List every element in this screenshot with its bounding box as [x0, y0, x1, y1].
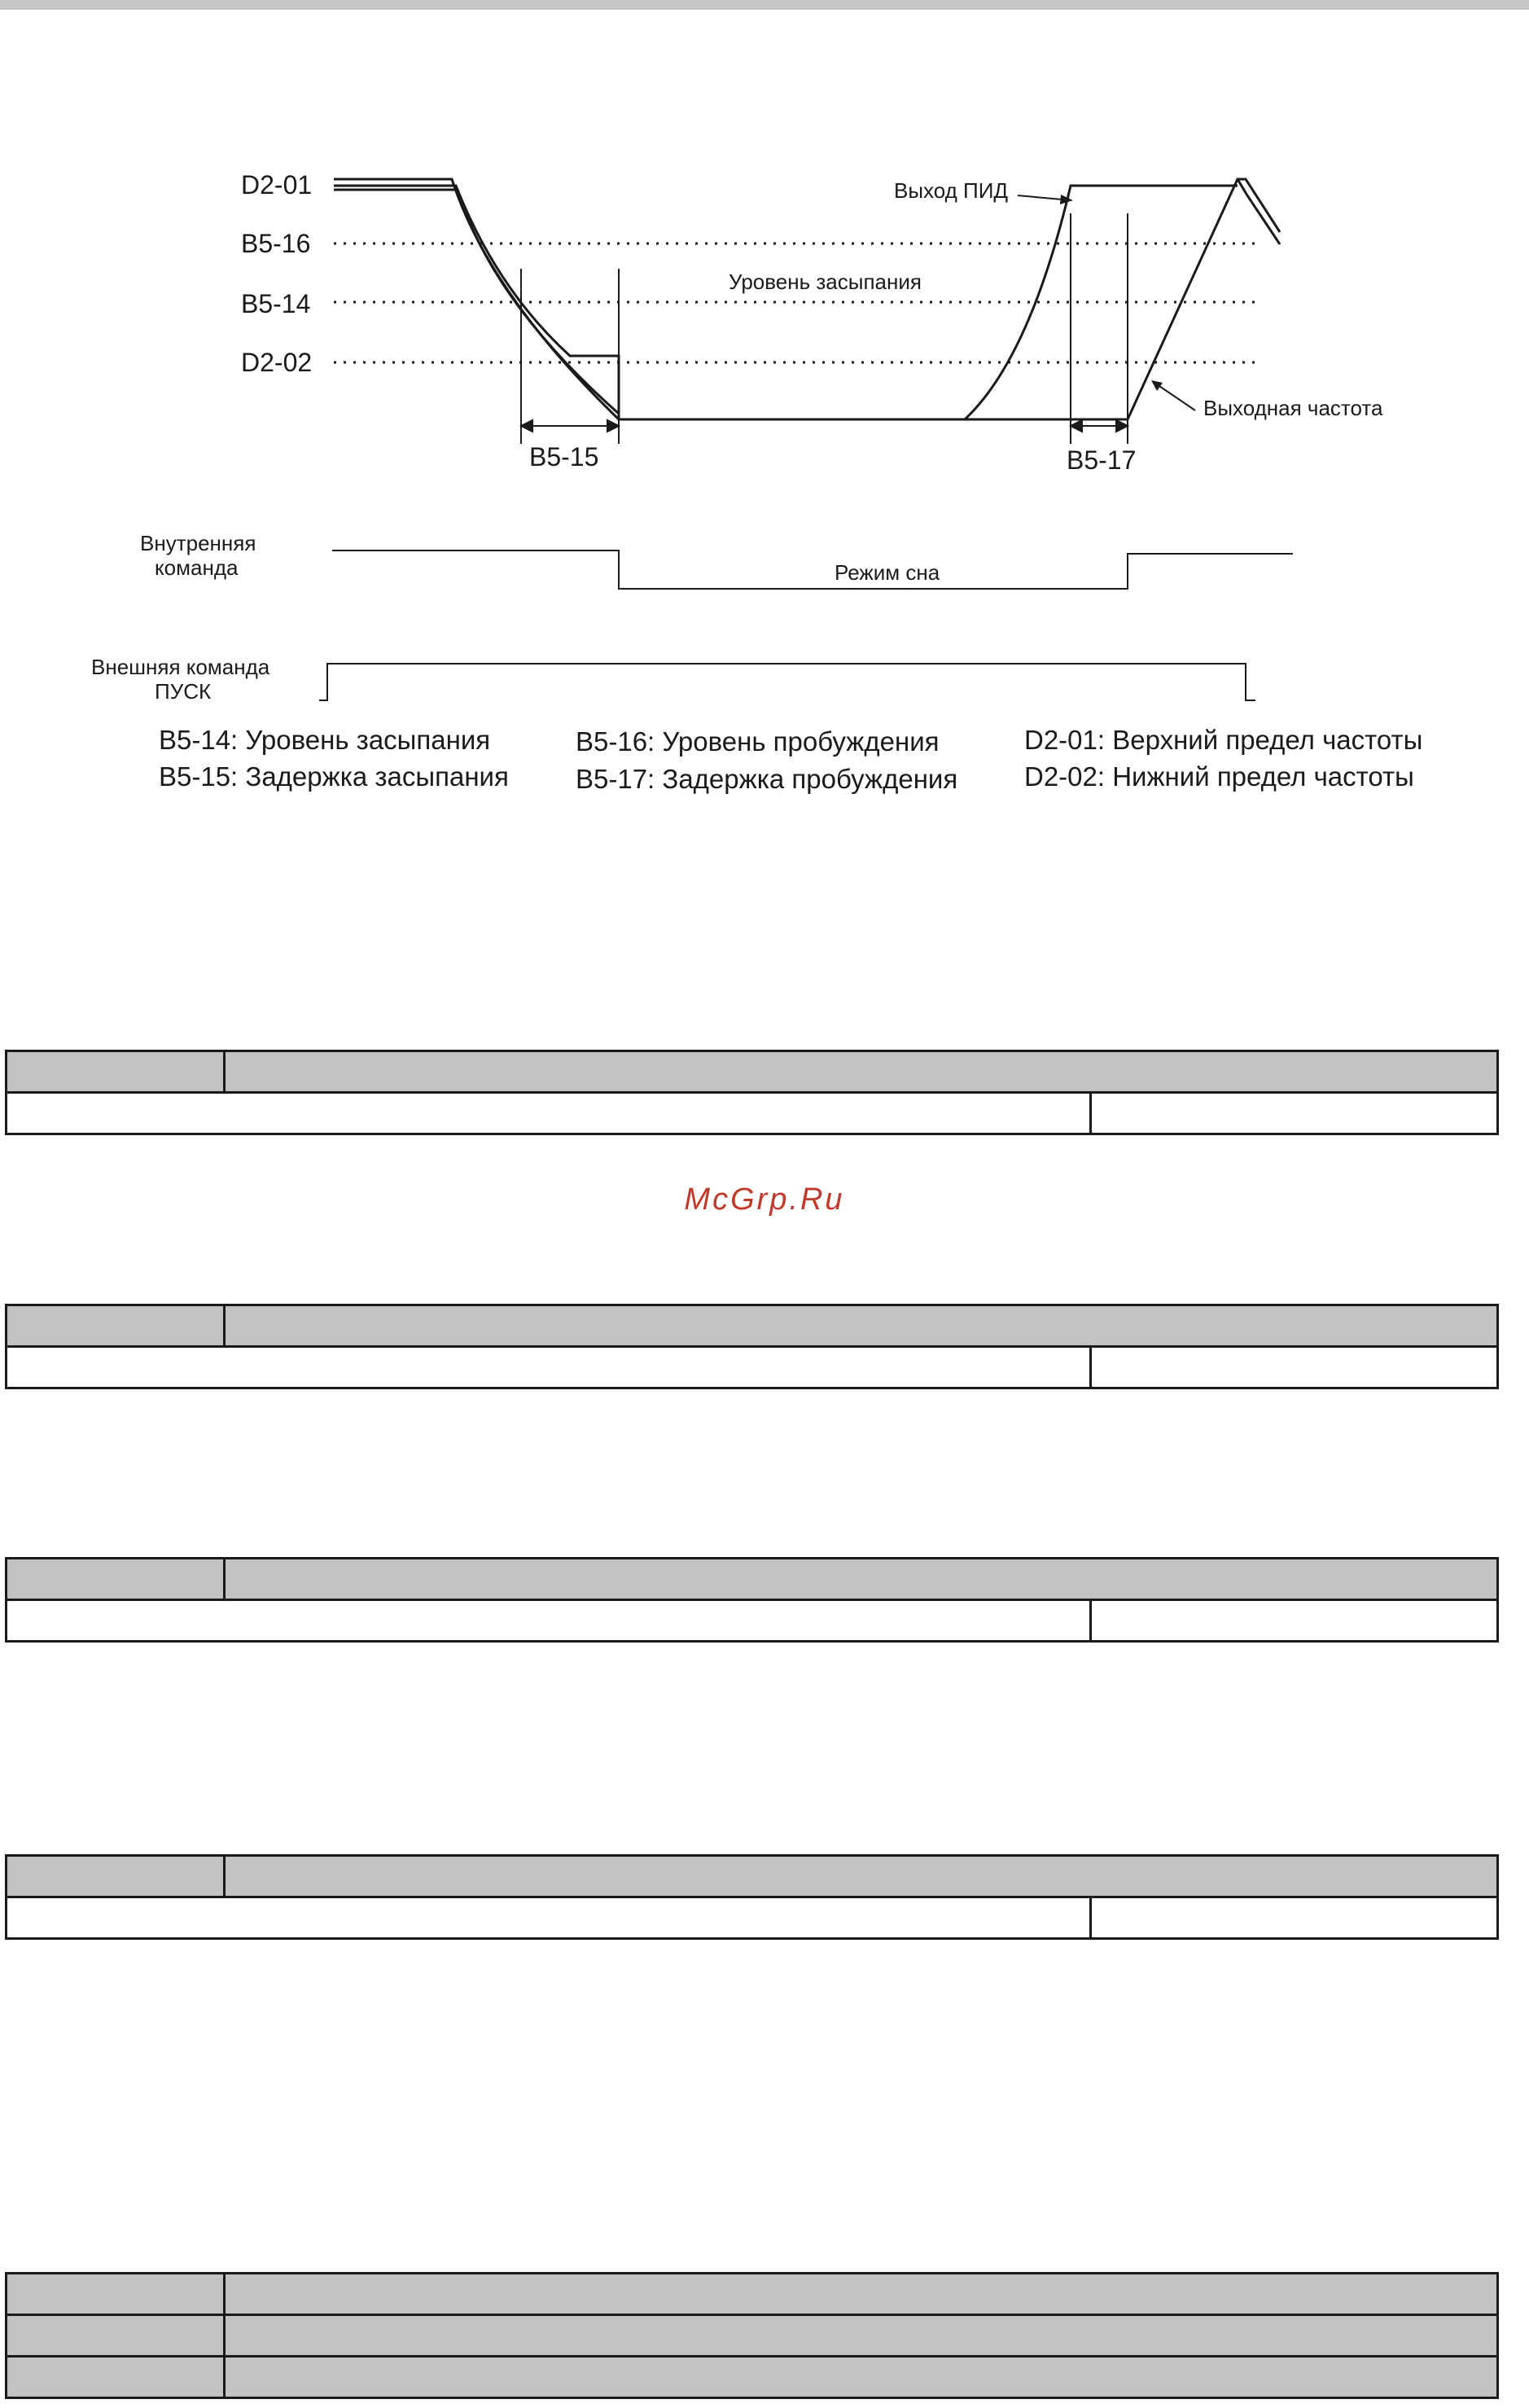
- body-cell: [7, 1600, 1091, 1642]
- header-cell: [225, 1305, 1498, 1347]
- watermark: McGrp.Ru: [684, 1182, 845, 1217]
- header-cell: [225, 1856, 1498, 1897]
- output-freq-label: Выходная частота: [1203, 396, 1383, 420]
- param-table-2: [5, 1304, 1499, 1389]
- level-lines: [334, 243, 1258, 362]
- sleep-function-timing-diagram: [0, 0, 1529, 814]
- legend-b5-15: B5-15: Задержка засыпания: [159, 761, 509, 792]
- external-command-label-1: Внешняя команда: [91, 655, 270, 679]
- y-label-b5-14: B5-14: [241, 289, 311, 318]
- b5-17-label: B5-17: [1067, 445, 1137, 475]
- header-cell: [7, 1856, 225, 1897]
- header-cell: [225, 1559, 1498, 1600]
- external-command-label-2: ПУСК: [155, 679, 212, 704]
- external-run-signal: [319, 664, 1255, 700]
- sleep-mode-label: Режим сна: [835, 560, 940, 585]
- body-cell: [1091, 1347, 1498, 1388]
- header-cell: [225, 2357, 1498, 2398]
- header-cell: [7, 2315, 225, 2357]
- header-cell: [225, 1051, 1498, 1093]
- param-table-4: [5, 1854, 1499, 1940]
- header-cell: [7, 2357, 225, 2398]
- header-cell: [7, 1051, 225, 1093]
- legend-b5-14: B5-14: Уровень засыпания: [159, 725, 491, 755]
- body-cell: [7, 1897, 1091, 1939]
- pid-output-label: Выход ПИД: [894, 178, 1009, 203]
- level-caption: Уровень засыпания: [729, 270, 922, 294]
- header-cell: [7, 1559, 225, 1600]
- y-label-d2-01: D2-01: [241, 170, 313, 200]
- header-cell: [7, 2274, 225, 2315]
- body-cell: [1091, 1897, 1498, 1939]
- internal-command-signal: [332, 550, 1293, 589]
- body-cell: [1091, 1600, 1498, 1642]
- y-label-d2-02: D2-02: [241, 348, 313, 377]
- output-frequency-curve: [334, 179, 1280, 419]
- param-table-1: [5, 1050, 1499, 1135]
- body-cell: [7, 1093, 1091, 1134]
- internal-command-label-2: команда: [155, 555, 239, 580]
- legend-b5-17: B5-17: Задержка пробуждения: [576, 764, 958, 794]
- header-cell: [7, 1305, 225, 1347]
- legend-d2-01: D2-01: Верхний предел частоты: [1024, 725, 1423, 755]
- output-freq-pointer: [1154, 383, 1195, 410]
- y-label-b5-16: B5-16: [241, 229, 311, 258]
- param-table-5: [5, 2272, 1499, 2399]
- param-table-3: [5, 1557, 1499, 1643]
- header-cell: [225, 2315, 1498, 2357]
- legend-d2-02: D2-02: Нижний предел частоты: [1024, 761, 1414, 792]
- body-cell: [1091, 1093, 1498, 1134]
- header-cell: [225, 2274, 1498, 2315]
- body-cell: [7, 1347, 1091, 1388]
- internal-command-label-1: Внутренняя: [140, 531, 256, 555]
- legend-b5-16: B5-16: Уровень пробуждения: [576, 726, 940, 757]
- b5-15-label: B5-15: [529, 442, 599, 472]
